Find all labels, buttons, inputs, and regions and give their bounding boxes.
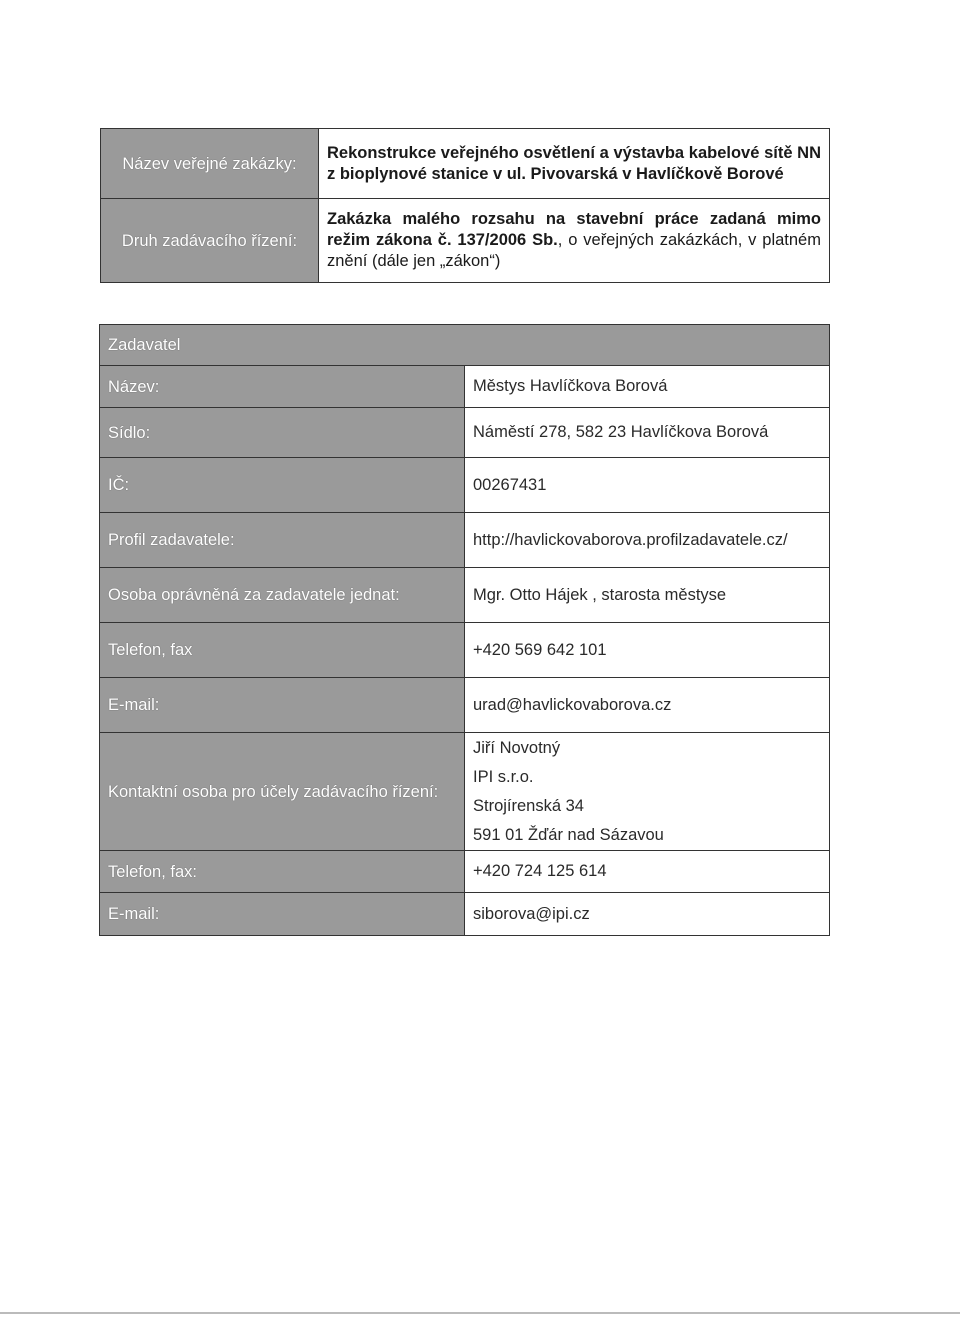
authority-row: [100, 408, 830, 458]
contact-line: Jiří Novotný: [473, 738, 561, 757]
row-value: http://havlickovaborova.profilzadavatele.cz/: [465, 513, 830, 568]
row-label: Telefon, fax: [100, 623, 465, 678]
row-label: Osoba oprávněná za zadavatele jednat:: [100, 568, 465, 623]
row-value: Náměstí 278, 582 23 Havlíčkova Borová: [465, 408, 830, 458]
contract-name-value: Rekonstrukce veřejného osvětlení a výstavba kabelové sítě NN z bioplynové stanice v ul. Pivovarská v Havlíčkově Borové: [319, 129, 830, 199]
authority-row: [100, 366, 830, 408]
procedure-type-label: Druh zadávacího řízení:: [101, 199, 319, 283]
authority-row: [100, 458, 830, 513]
contract-name-row: [101, 129, 830, 199]
contact-line: IPI s.r.o.: [473, 767, 534, 786]
row-value: Mgr. Otto Hájek , starosta městyse: [465, 568, 830, 623]
procedure-type-row: [101, 199, 830, 283]
row-label: Profil zadavatele:: [100, 513, 465, 568]
row-value: urad@havlickovaborova.cz: [465, 678, 830, 733]
contact-email-row: [100, 893, 830, 936]
procedure-type-value: Zakázka malého rozsahu na stavební práce zadaná mimo režim zákona č. 137/2006 Sb., o veřejných zakázkách, v platném znění (dále jen „zákon“): [319, 199, 830, 283]
row-label: E-mail:: [100, 678, 465, 733]
contact-line: 591 01 Žďár nad Sázavou: [473, 825, 664, 844]
row-label: IČ:: [100, 458, 465, 513]
authority-row: [100, 568, 830, 623]
row-value: Městys Havlíčkova Borová: [465, 366, 830, 408]
authority-row: [100, 513, 830, 568]
contract-name-label: Název veřejné zakázky:: [101, 129, 319, 199]
authority-heading-row: [100, 325, 830, 366]
row-value: 00267431: [465, 458, 830, 513]
row-value: siborova@ipi.cz: [465, 893, 830, 936]
contact-person-label: Kontaktní osoba pro účely zadávacího řízení:: [100, 733, 465, 851]
contact-line: Strojírenská 34: [473, 796, 584, 815]
contract-info-table: [100, 128, 830, 283]
row-label: E-mail:: [100, 893, 465, 936]
authority-row: [100, 678, 830, 733]
contact-person-row: [100, 733, 830, 851]
contact-person-value: [465, 733, 830, 851]
authority-row: [100, 623, 830, 678]
page-edge-line: [0, 1312, 960, 1314]
row-label: Název:: [100, 366, 465, 408]
row-label: Sídlo:: [100, 408, 465, 458]
row-value: +420 569 642 101: [465, 623, 830, 678]
row-label: Telefon, fax:: [100, 851, 465, 893]
contact-phone-row: [100, 851, 830, 893]
contracting-authority-table: [99, 324, 830, 936]
authority-heading: Zadavatel: [100, 325, 830, 366]
row-value: +420 724 125 614: [465, 851, 830, 893]
